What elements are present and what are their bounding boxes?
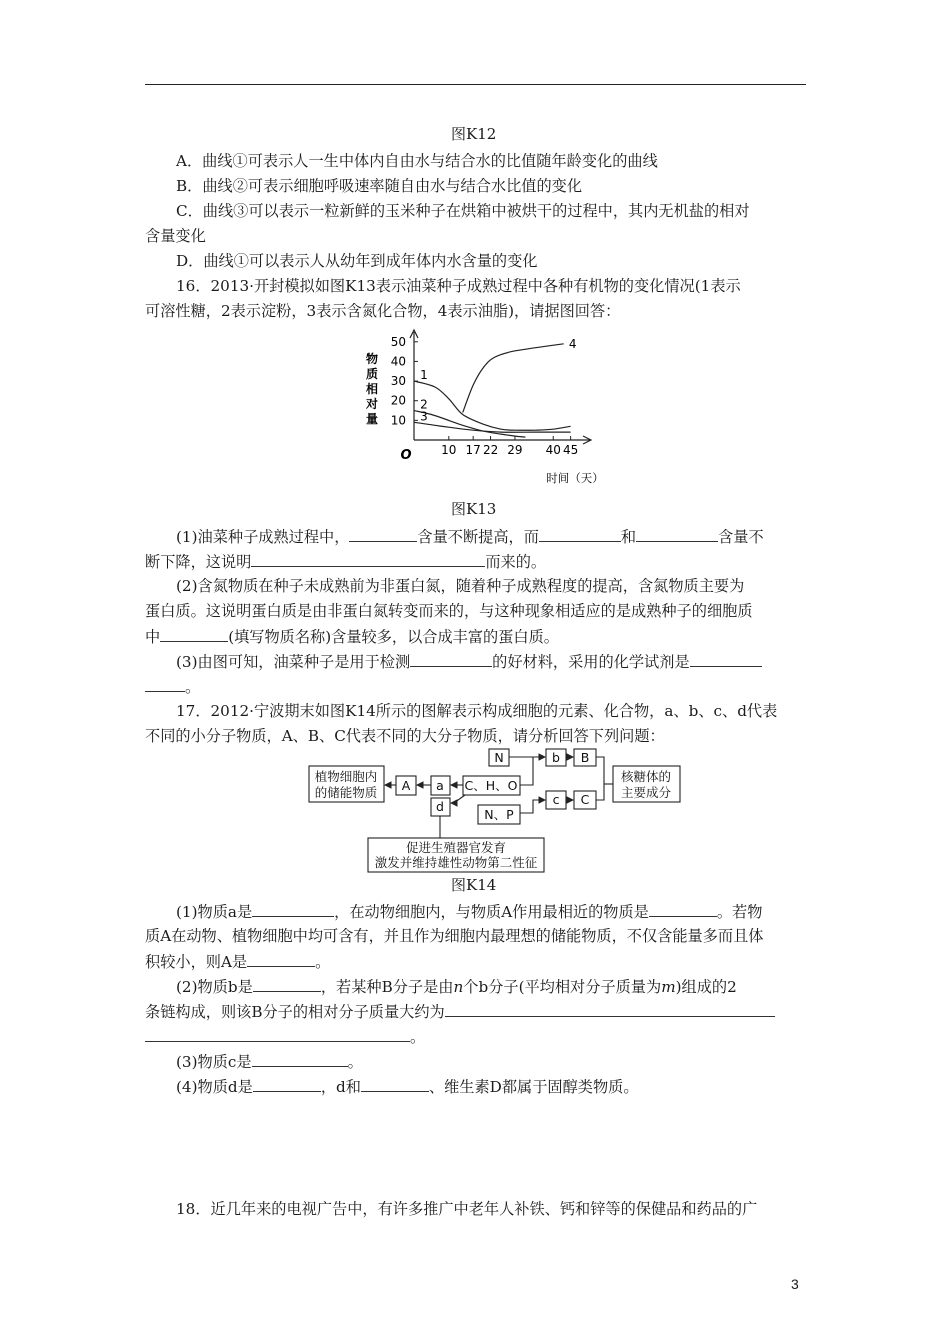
y-tick-label: 20 xyxy=(390,393,406,408)
q17-part1-text-e: 积较小，则A是 xyxy=(145,953,248,971)
q16-stem: 16．2013·开封模拟如图K13表示油菜种子成熟过程中各种有机物的变化情况(1表示 xyxy=(176,277,741,295)
q17-stem: 17．2012·宁波期末如图K14所示的图解表示构成细胞的元素、化合物，a、b、c、d代表 xyxy=(176,702,778,720)
answer-blank[interactable] xyxy=(690,652,762,667)
reproduction-label-1: 促进生殖器官发育 xyxy=(405,840,507,855)
answer-blank[interactable] xyxy=(445,1002,775,1017)
label-C: C xyxy=(580,792,590,807)
var-n: n xyxy=(453,978,464,996)
q17-part2-line2 xyxy=(145,1002,775,1021)
q17-part1-line1 xyxy=(176,902,762,921)
q16-part1-text-c: 和 xyxy=(620,528,637,546)
q17-part3-text-b: 。 xyxy=(347,1053,363,1071)
q17-part1-text-b: ，在动物细胞内，与物质A作用最相近的物质是 xyxy=(334,903,649,921)
q17-part1-line2: 质A在动物、植物细胞中均可含有，并且作为细胞内最理想的储能物质，不仅含能量多而且体 xyxy=(145,927,764,945)
label-np: N、P xyxy=(484,807,514,822)
var-m: m xyxy=(661,978,676,996)
q17-part2-text-e: 条链构成，则该B分子的相对分子质量大约为 xyxy=(145,1003,445,1021)
figure-k14-diagram xyxy=(300,745,720,875)
q16-part3-text-a: (3)由图可知，油菜种子是用于检测 xyxy=(176,653,411,671)
q16-stem-cont: 可溶性糖，2表示淀粉，3表示含氮化合物，4表示油脂)，请据图回答： xyxy=(145,302,621,320)
storage-label-2: 的储能物质 xyxy=(314,785,378,800)
origin-label: O xyxy=(400,448,412,463)
answer-blank[interactable] xyxy=(253,977,321,992)
q17-part4-text-c: 、维生素D都属于固醇类物质。 xyxy=(428,1078,639,1096)
answer-blank[interactable] xyxy=(410,652,492,667)
q17-part2-text-b: ，若某种B分子是由 xyxy=(320,978,454,996)
series-label-2: 2 xyxy=(420,397,428,412)
label-b: b xyxy=(552,750,560,765)
q16-part3-line1 xyxy=(176,652,762,671)
answer-blank[interactable] xyxy=(160,627,228,642)
x-tick-label: 22 xyxy=(482,443,499,457)
label-d: d xyxy=(436,799,444,814)
answer-blank[interactable] xyxy=(247,952,315,967)
q17-part3 xyxy=(176,1052,363,1071)
series-label-4: 4 xyxy=(568,336,577,351)
q16-part2-line2: 蛋白质。这说明蛋白质是由非蛋白氮转变而来的，与这种现象相适应的是成熟种子的细胞质 xyxy=(145,602,753,620)
q17-stem-cont: 不同的小分子物质，A、B、C代表不同的大分子物质，请分析回答下列问题： xyxy=(145,727,665,745)
q15-option-b: B．曲线②可表示细胞呼吸速率随自由水与结合水比值的变化 xyxy=(176,177,583,195)
y-tick-label: 40 xyxy=(390,354,406,369)
y-axis-label-char: 物 xyxy=(365,352,379,366)
answer-blank[interactable] xyxy=(251,552,485,567)
series-label-1: 1 xyxy=(420,368,428,383)
figure-k13-caption: 图K13 xyxy=(451,500,497,518)
y-axis-label-char: 质 xyxy=(365,367,379,381)
q15-option-a: A．曲线①可表示人一生中体内自由水与结合水的比值随年龄变化的曲线 xyxy=(176,152,658,170)
q17-part2-text-f: 。 xyxy=(410,1028,426,1046)
q17-part3-text-a: (3)物质c是 xyxy=(176,1053,252,1071)
q17-part2-text-c: 个b分子(平均相对分子质量为 xyxy=(463,978,662,996)
y-axis-label xyxy=(365,351,378,426)
label-a: a xyxy=(436,778,444,793)
answer-blank[interactable] xyxy=(145,1027,410,1042)
x-tick-label: 10 xyxy=(441,443,457,457)
q17-part1-text-f: 。 xyxy=(315,953,331,971)
q16-part3-text-c: 。 xyxy=(185,678,201,696)
q17-part1-text-c: 。若物 xyxy=(716,903,763,921)
header-rule xyxy=(145,84,806,85)
q18-stem: 18．近几年来的电视广告中，有许多推广中老年人补铁、钙和锌等的保健品和药品的广 xyxy=(176,1200,758,1218)
label-B: B xyxy=(580,750,590,765)
answer-blank[interactable] xyxy=(361,1077,429,1092)
y-axis-label-char: 相 xyxy=(365,382,379,396)
q16-part1-line1 xyxy=(176,527,764,546)
q15-option-d: D．曲线①可以表示人从幼年到成年体内水含量的变化 xyxy=(176,252,538,270)
q16-part1-text-d: 含量不 xyxy=(718,528,764,546)
figure-k13-chart xyxy=(355,325,635,493)
y-tick-label: 50 xyxy=(390,334,406,349)
x-tick-label: 29 xyxy=(507,443,523,457)
figure-k12-caption: 图K12 xyxy=(451,125,497,143)
answer-blank[interactable] xyxy=(252,902,334,917)
ribosome-label-1: 核糖体的 xyxy=(620,769,672,784)
ribosome-label-2: 主要成分 xyxy=(620,785,672,800)
x-tick-label: 45 xyxy=(562,443,579,457)
storage-label-1: 植物细胞内 xyxy=(314,769,378,784)
y-axis-label-char: 量 xyxy=(365,412,379,426)
answer-blank[interactable] xyxy=(636,527,718,542)
y-tick-label: 30 xyxy=(390,374,406,389)
reproduction-label-2: 激发并维持雄性动物第二性征 xyxy=(374,855,538,870)
q16-part3-line2 xyxy=(145,677,200,696)
q15-option-c: C．曲线③可以表示一粒新鲜的玉米种子在烘箱中被烘干的过程中，其内无机盐的相对 xyxy=(176,202,750,220)
q16-part2-text-c: 中 xyxy=(145,628,161,646)
q17-part2-text-d: )组成的2 xyxy=(675,978,737,996)
q16-part1-line2 xyxy=(145,552,546,571)
label-c: c xyxy=(552,792,560,807)
q17-part2-text-a: (2)物质b是 xyxy=(176,978,253,996)
x-tick-label: 40 xyxy=(545,443,561,457)
q16-part1-text-b: 含量不断提高，而 xyxy=(417,528,539,546)
answer-blank[interactable] xyxy=(253,1077,321,1092)
q17-part2-line1 xyxy=(176,977,737,996)
q17-part4 xyxy=(176,1077,639,1096)
answer-blank[interactable] xyxy=(539,527,621,542)
answer-blank[interactable] xyxy=(349,527,417,542)
q17-part4-text-b: ，d和 xyxy=(320,1078,361,1096)
q16-part2-line3 xyxy=(145,627,559,646)
series-line-4 xyxy=(463,344,564,413)
x-tick-label: 17 xyxy=(465,443,481,457)
series-label-3: 3 xyxy=(420,409,428,424)
y-axis-label-char: 对 xyxy=(365,397,379,411)
label-cho: C、H、O xyxy=(464,778,518,793)
label-A: A xyxy=(401,778,411,793)
series-line-2 xyxy=(414,411,525,438)
q17-part2-line3 xyxy=(145,1027,425,1046)
y-tick-label: 10 xyxy=(390,413,406,428)
q16-part1-text-a: (1)油菜种子成熟过程中， xyxy=(176,528,350,546)
q16-part1-text-f: 而来的。 xyxy=(485,553,547,571)
x-axis-label: 时间（天） xyxy=(546,471,604,485)
q16-part2-line1: (2)含氮物质在种子未成熟前为非蛋白氮，随着种子成熟程度的提高，含氮物质主要为 xyxy=(176,577,745,595)
q15-option-c-cont: 含量变化 xyxy=(145,227,206,245)
q16-part1-text-e: 断下降，这说明 xyxy=(145,553,252,571)
answer-blank[interactable] xyxy=(252,1052,348,1067)
answer-blank[interactable] xyxy=(145,677,185,692)
series-line-1 xyxy=(414,381,571,430)
answer-blank[interactable] xyxy=(649,902,717,917)
page-number: 3 xyxy=(791,1276,799,1292)
q17-part1-line3 xyxy=(145,952,330,971)
q17-part1-text-a: (1)物质a是 xyxy=(176,903,253,921)
q16-part3-text-b: 的好材料，采用的化学试剂是 xyxy=(492,653,690,671)
q17-part4-text-a: (4)物质d是 xyxy=(176,1078,253,1096)
label-N: N xyxy=(494,750,504,765)
q16-part2-text-d: (填写物质名称)含量较多，以合成丰富的蛋白质。 xyxy=(228,628,559,646)
figure-k14-caption: 图K14 xyxy=(451,876,497,894)
